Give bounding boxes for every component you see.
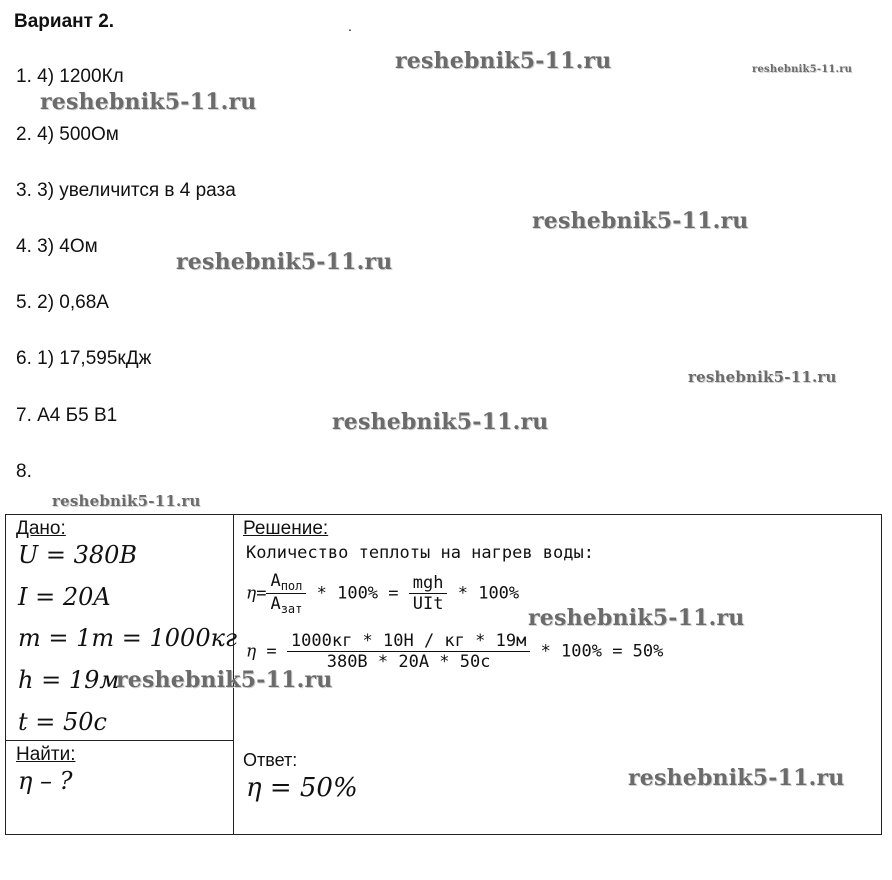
answer-value: η = 50%: [246, 773, 358, 803]
numeric-result: * 100% = 50%: [540, 641, 664, 662]
spent-work-symbol: A: [270, 594, 281, 614]
solution-header: Решение:: [243, 518, 329, 539]
watermark: reshebnik5-11.ru: [752, 64, 853, 75]
watermark: reshebnik5-11.ru: [40, 89, 257, 115]
watermark: reshebnik5-11.ru: [52, 492, 201, 510]
watermark: reshebnik5-11.ru: [528, 605, 745, 631]
given-header: Дано:: [16, 518, 66, 539]
answer-8: 8.: [16, 461, 32, 482]
numeric-formula: η = $\frac{1000кг * 10Н / кг * 19м}{380B * 20A * 50с}$ * 100% = 50%: [246, 631, 664, 672]
eta-symbol: η: [246, 641, 257, 662]
find-efficiency: η – ?: [18, 767, 73, 795]
answer-5: 5. 2) 0,68А: [16, 292, 109, 313]
answer-label: Ответ:: [243, 750, 298, 770]
eta-symbol: η: [246, 583, 257, 604]
efficiency-formula: η= $\frac{A_{пол}}{A_{зат}}$ * 100% = $\frac{\text{mgh}}{\text{UIt}}$ * 100%: [246, 571, 520, 616]
variant-title: Вариант 2.: [14, 11, 115, 32]
uit-denominator: UIt: [412, 594, 444, 614]
watermark: reshebnik5-11.ru: [628, 765, 845, 791]
watermark: reshebnik5-11.ru: [176, 249, 393, 275]
work-fraction: [266, 571, 306, 616]
useful-work-symbol: A: [270, 571, 281, 591]
numeric-fraction: [287, 631, 530, 672]
spent-work-subscript: зат: [280, 602, 303, 616]
given-mass: m = 1т = 1000кг: [18, 624, 238, 652]
answer-7: 7. А4 Б5 В1: [16, 405, 118, 426]
watermark: reshebnik5-11.ru: [116, 667, 333, 693]
answer-1: 1. 4) 1200Кл: [16, 66, 124, 87]
numeric-denominator: 380B * 20A * 50с: [326, 652, 491, 672]
stray-dot: .: [348, 18, 352, 34]
given-voltage: U = 380B: [18, 541, 138, 569]
answer-2: 2. 4) 500Ом: [16, 124, 119, 145]
times-100-equals: * 100% =: [316, 583, 399, 604]
given-height: h = 19м: [18, 666, 120, 694]
mgh-fraction: [409, 573, 448, 614]
times-100: * 100%: [457, 583, 520, 604]
watermark: reshebnik5-11.ru: [532, 208, 749, 234]
watermark: reshebnik5-11.ru: [688, 368, 837, 386]
useful-work-subscript: пол: [280, 579, 303, 593]
answer-3: 3. 3) увеличится в 4 раза: [16, 180, 236, 201]
row-divider: [6, 740, 233, 741]
answer-6: 6. 1) 17,595кДж: [16, 348, 152, 369]
find-header: Найти:: [16, 744, 76, 765]
given-time: t = 50с: [18, 708, 107, 736]
given-current: I = 20A: [18, 583, 111, 611]
watermark: reshebnik5-11.ru: [332, 409, 549, 435]
solution-intro: Количество теплоты на нагрев воды:: [246, 543, 594, 563]
answer-4: 4. 3) 4Ом: [16, 236, 98, 257]
watermark: reshebnik5-11.ru: [395, 48, 612, 74]
mgh-numerator: mgh: [409, 573, 448, 594]
numeric-numerator: 1000кг * 10Н / кг * 19м: [287, 631, 530, 652]
